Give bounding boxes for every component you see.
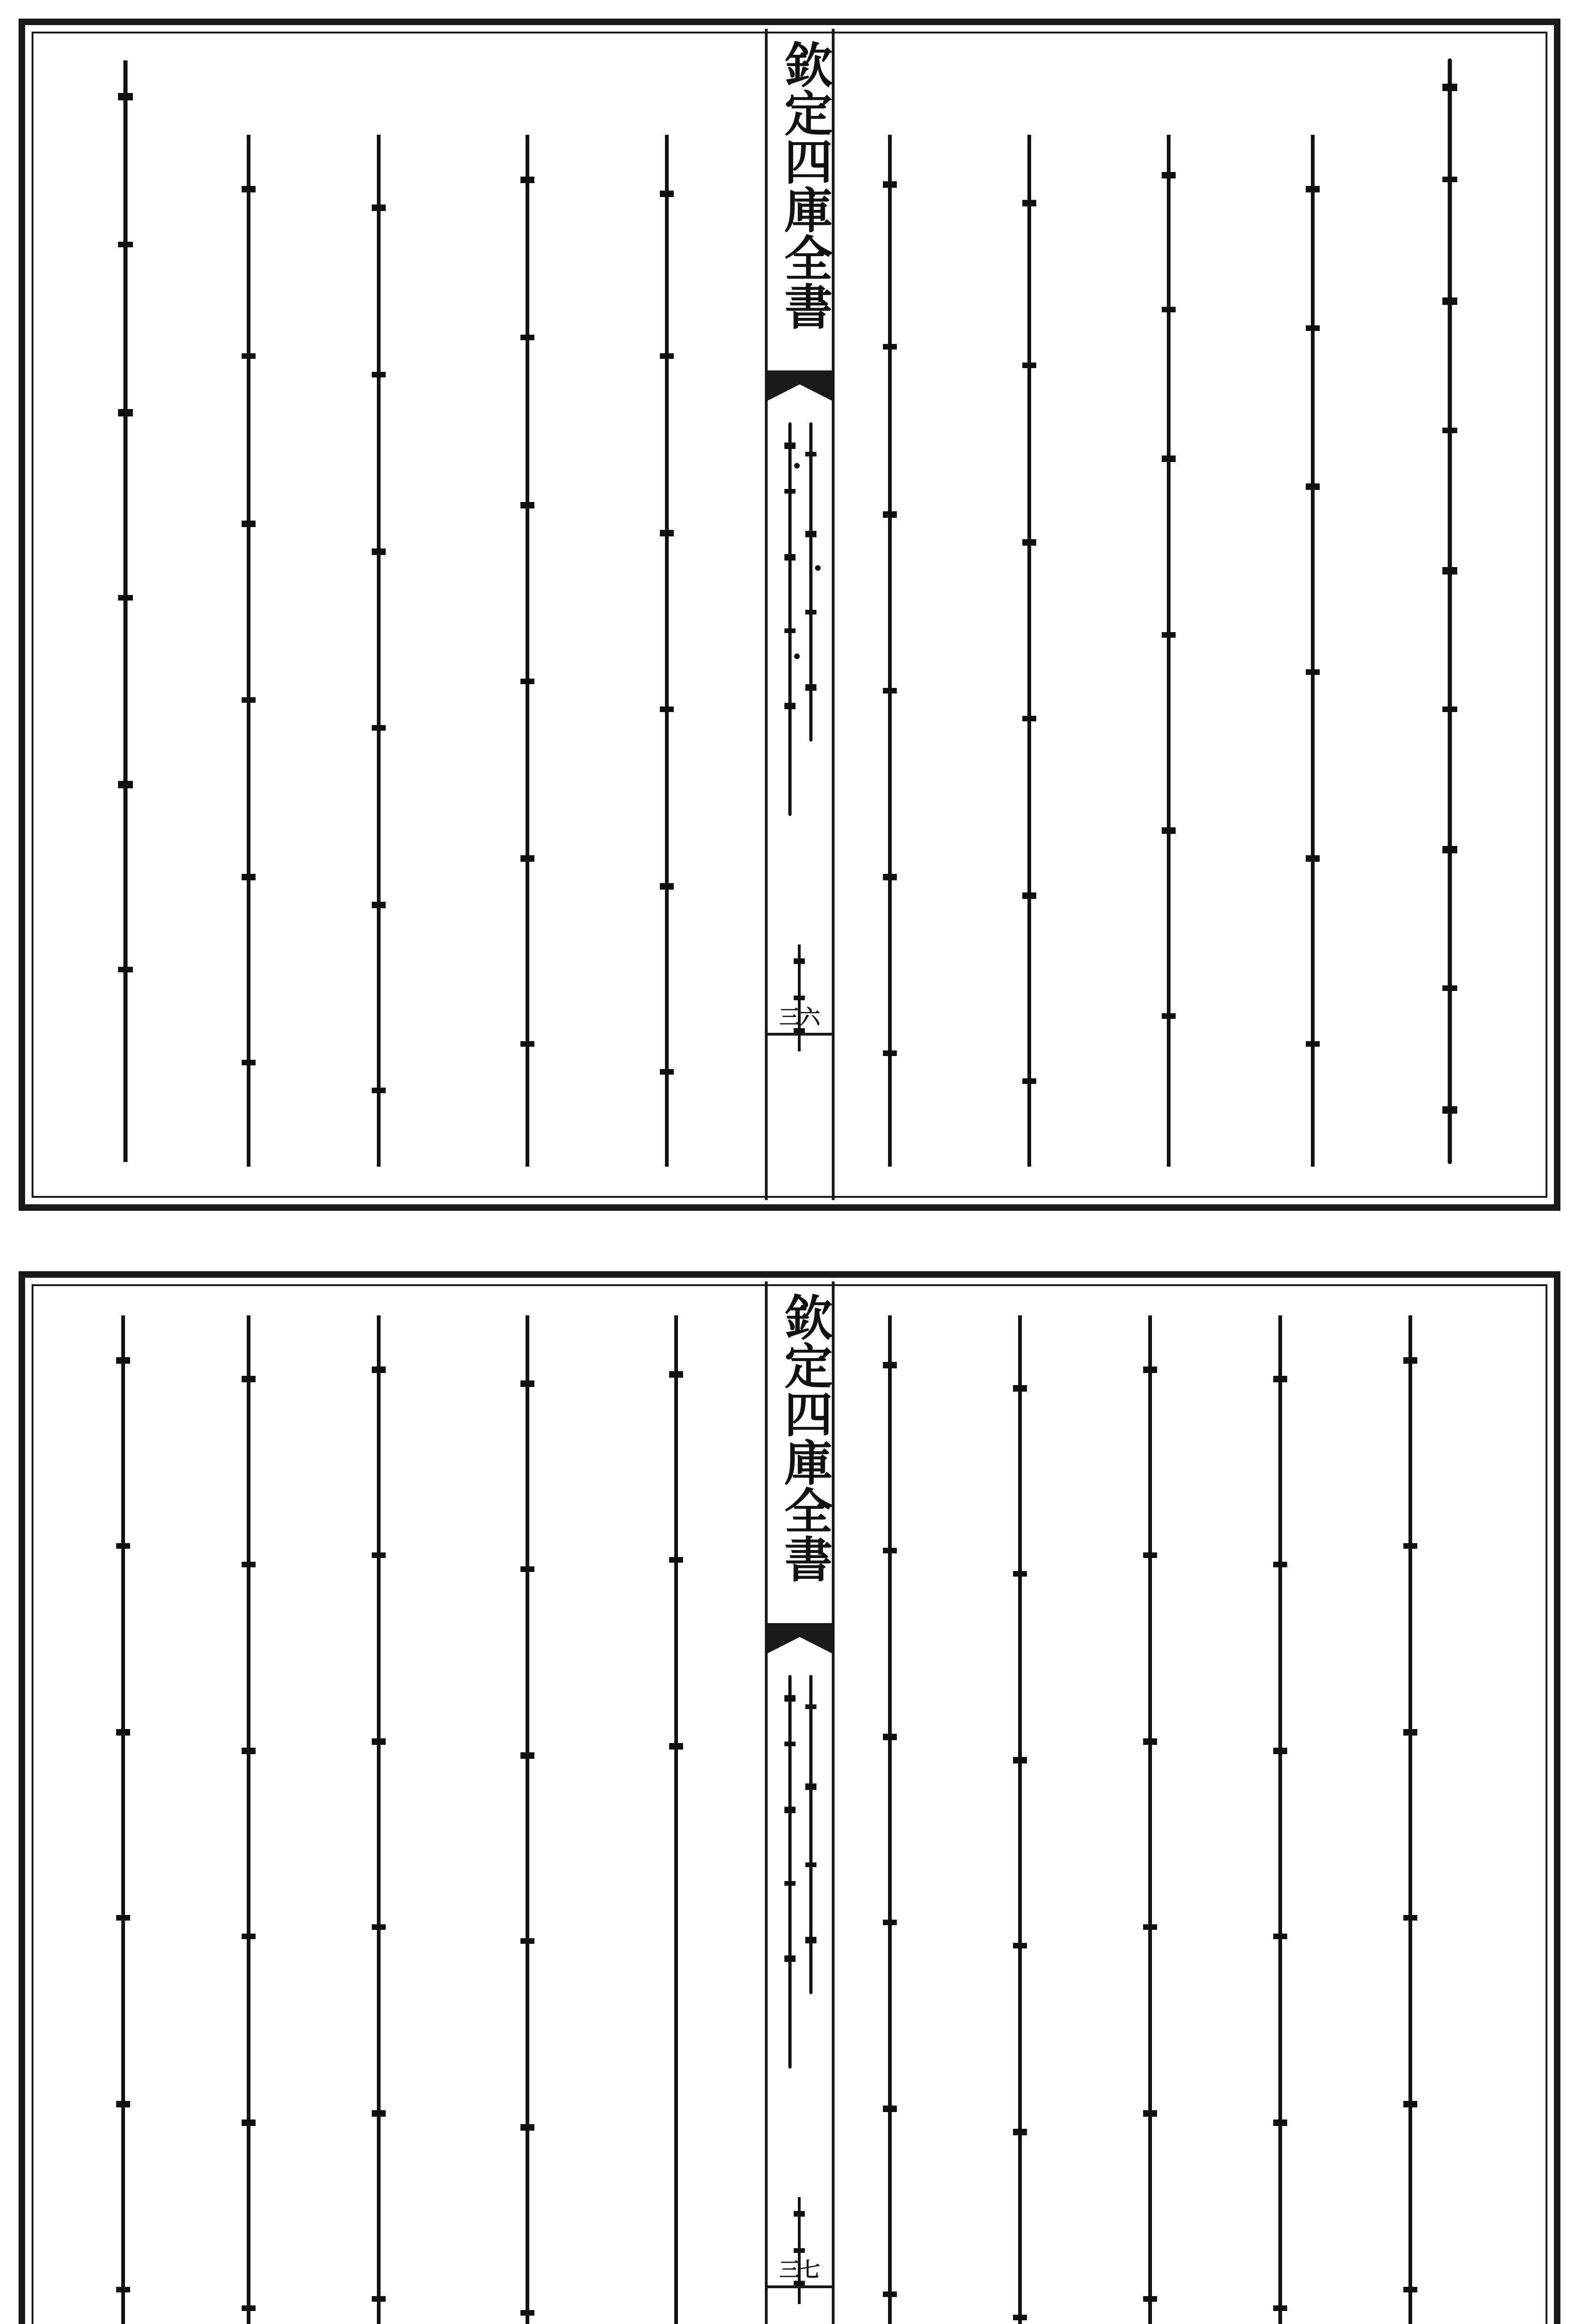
strip-rule [768,1623,832,1628]
manchu-column [1004,1311,1036,2324]
strip-folio-top: 三六 [779,1005,820,1029]
strip-manchu-heading [771,415,828,833]
manchu-column [1431,56,1468,1171]
strip-title-bottom: 欽定四庫全書 [776,1293,833,1583]
manchu-column [1394,1311,1427,2324]
manchu-column [511,130,544,1176]
manchu-column [511,1311,544,2324]
manchu-column [651,130,683,1176]
strip-rule [768,2285,832,2288]
fishtail-ornament [768,1628,832,1660]
strip-manchu-heading [771,1667,828,2086]
manchu-column [107,56,144,1171]
manchu-column [874,1311,906,2324]
manchu-column [1013,130,1046,1176]
strip-manchu-subheading [771,2192,828,2309]
manchu-column [232,130,265,1176]
manchu-column [107,1311,139,2324]
manchu-column [1152,130,1185,1176]
center-strip-bottom [765,1281,835,2324]
strip-rule [768,370,832,375]
manchu-column [362,1311,395,2324]
manchu-column [1264,1311,1296,2324]
manchu-column [660,1311,692,2324]
fishtail-ornament [768,375,832,408]
strip-manchu-subheading [771,940,828,1056]
manchu-column [232,1311,265,2324]
manchu-column [362,130,395,1176]
manchu-column [874,130,906,1176]
strip-title-top: 欽定四庫全書 [776,40,833,330]
center-strip-top [765,29,835,1200]
manchu-column [1134,1311,1166,2324]
strip-folio-bottom: 三七 [779,2258,820,2282]
manchu-column [1296,130,1329,1176]
strip-rule [768,1033,832,1036]
